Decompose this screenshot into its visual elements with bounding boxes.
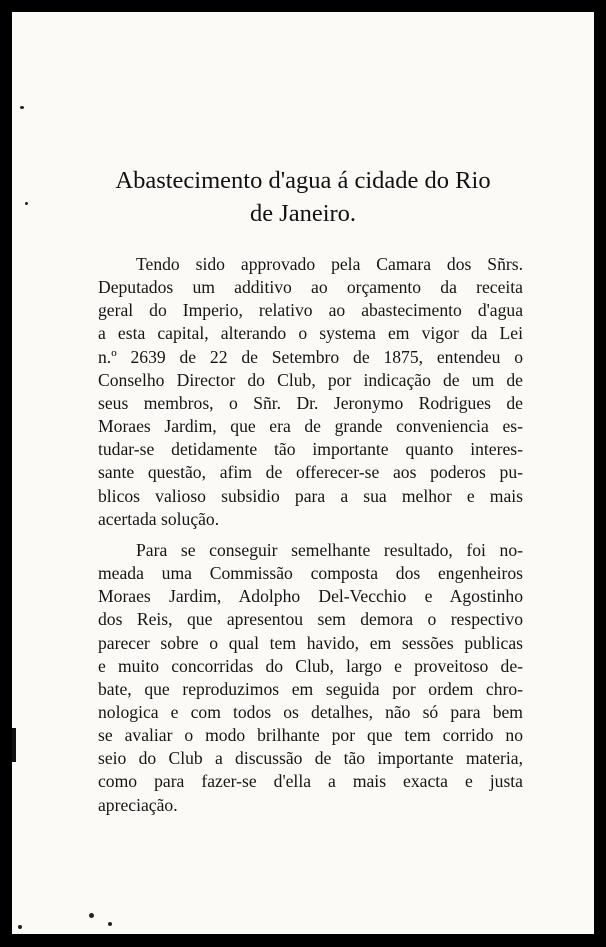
paragraph-1 xyxy=(98,253,523,531)
text-line: seus membros, o Sñr. Dr. Jeronymo Rodrigues de xyxy=(98,392,523,413)
text-line: apreciação. xyxy=(98,794,178,815)
scan-edge-mark xyxy=(12,728,16,762)
paragraph-gap xyxy=(98,531,523,539)
text-line: geral do Imperio, relativo ao abastecimento d'agua xyxy=(98,300,523,321)
title-line-2: de Janeiro. xyxy=(249,200,357,227)
text-line: parecer sobre o qual tem havido, em sessões publicas xyxy=(98,632,523,653)
text-line: e muito concorridas do Club, largo e proveitoso de- xyxy=(98,655,523,676)
document-page xyxy=(12,12,594,934)
scan-speck xyxy=(89,913,94,918)
text-line: Tendo sido approvado pela Camara dos Sñrs. xyxy=(136,254,523,274)
title-line-1: Abastecimento d'agua á cidade do Rio xyxy=(115,167,491,194)
text-line: Moraes Jardim, que era de grande conveniencia es- xyxy=(98,416,523,437)
scan-speck xyxy=(20,106,24,109)
paragraph-2 xyxy=(98,539,523,817)
scan-speck xyxy=(18,925,22,929)
text-line: a esta capital, alterando o systema em vigor da Lei xyxy=(98,323,523,344)
text-line: se avaliar o modo brilhante por que tem corrido no xyxy=(98,725,523,746)
text-line: bate, que reproduzimos em seguida por ordem chro- xyxy=(98,678,523,699)
scan-speck xyxy=(108,922,112,926)
text-line: sante questão, afim de offerecer-se aos poderos pu- xyxy=(98,462,523,483)
text-line: Para se conseguir semelhante resultado, foi no- xyxy=(136,539,523,560)
text-line: Moraes Jardim, Adolpho Del-Vecchio e Agostinho xyxy=(98,586,523,607)
text-line: como para fazer-se d'ella a mais exacta e justa xyxy=(98,771,523,792)
document-title xyxy=(52,164,554,230)
text-line: Deputados um additivo ao orçamento da receita xyxy=(98,277,523,298)
text-line: tudar-se detidamente tão importante quanto interes- xyxy=(98,439,523,460)
body-text xyxy=(98,253,523,817)
text-line: meada uma Commissão composta dos engenheiros xyxy=(98,563,523,584)
text-line: nologica e com todos os detalhes, não só para bem xyxy=(98,701,523,722)
text-line: n.º 2639 de 22 de Setembro de 1875, entendeu o xyxy=(98,346,523,367)
text-line: seio do Club a discussão de tão importante materia, xyxy=(98,748,523,769)
text-line: acertada solução. xyxy=(98,508,220,529)
text-line: dos Reis, que apresentou sem demora o respectivo xyxy=(98,609,523,630)
text-line: blicos valioso subsidio para a sua melhor e mais xyxy=(98,485,523,506)
text-line: Conselho Director do Club, por indicação de um de xyxy=(98,369,523,390)
scan-speck xyxy=(25,202,28,205)
